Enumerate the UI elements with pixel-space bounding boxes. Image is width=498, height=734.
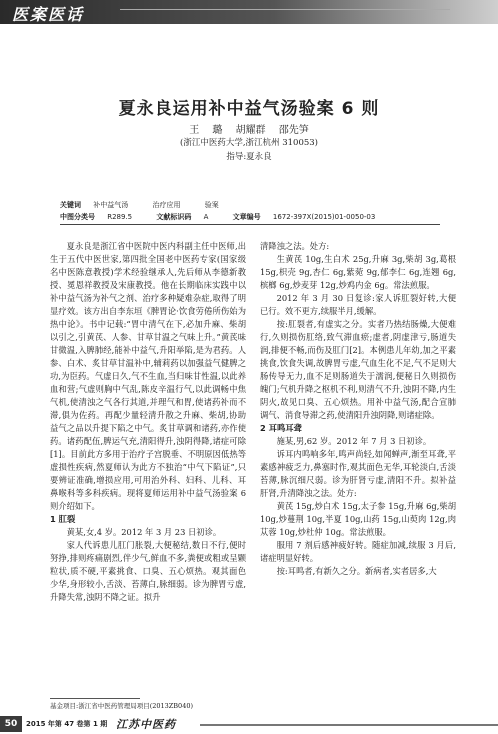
- footer-rule: [200, 724, 498, 726]
- journal-name: 江苏中医药: [116, 718, 176, 731]
- author-name: 邵先笋: [278, 125, 309, 136]
- body-paragraph: 生黄芪 10g,生白术 25g,升麻 3g,柴胡 3g,葛根 15g,枳壳 9g,杏仁 6g,紫菀 9g,郁李仁 6g,连翘 6g,槟榔 6g,炒麦芽 12g,炒鸡内金 6g。常法煎服。: [260, 254, 456, 290]
- clc-value: R289.5: [107, 213, 133, 221]
- keyword: 验案: [204, 201, 219, 209]
- body-paragraph: 家人代诉患儿肛门胀裂,大便秘结,数日不行,便时努挣,排则疼痛剧烈,伴少气,鲜血不多,粪便或粗或呈颗粒状,质不硬,平素挑食、口臭、五心烦热。观其面色少华,身形较小,舌淡、苔薄白,脉细弱。诊为脾胃亏虚,升降失常,浊阴不降之证。拟升: [50, 540, 246, 602]
- column-title: 医案医话: [12, 5, 85, 24]
- funding-footnote: 基金项目:浙江省中医药管理局项目(2013ZB040): [50, 702, 194, 710]
- keyword: 治疗应用: [152, 201, 181, 209]
- body-paragraph: 诉耳内鸣响多年,鸣声尚轻,如闻蝉声,渐至耳聋,平素感神疲乏力,鼻塞时作,观其面色无华,耳轮淡白,舌淡苔薄,脉沉细尺弱。诊为肝肾亏虚,清阳不升。拟补益肝肾,升清降浊之法。处方:: [260, 449, 456, 498]
- footnote-divider: [50, 698, 140, 699]
- header-stripe: [120, 9, 450, 10]
- keyword: 补中益气汤: [93, 201, 129, 209]
- body-paragraph: 按:耳鸣者,有新久之分。新病者,实者居多,大: [276, 566, 437, 576]
- author-name: 胡耀群: [235, 125, 266, 136]
- body-paragraph: 服用 7 剂后感神疲好转。随症加减,续服 3 月后,诸症明显好转。: [260, 540, 456, 563]
- body-paragraph: 清降浊之法。处方:: [260, 241, 330, 251]
- body-paragraph: 黄某,女,4 岁。2012 年 3 月 23 日初诊。: [66, 527, 222, 537]
- body-paragraph: 夏永良是浙江省中医院中医内科副主任中医师,出生于五代中医世家,第四批全国老中医药专家(国家级名中医陈意教授)学术经验继承人,先后师从李德新教授、冕恩祥教授及宋康教授。他在长期临床实践中以补中益气汤为补气之剂、治疗多种疑难杂症,取得了明显疗效。该方出自李东垣《脾胃论·饮食劳倦所伤始为热中论》。书中记载:“胃中清气在下,必加升麻、柴胡以引之,引黄芪、人参、甘草甘温之气味上升。”黄芪味甘微温,入脾肺经,能补中益气,升阳举陷,是为君药。人参、白术、炙甘草甘温补中,辅莉药以加强益气健脾之功,为臣药。气虚日久,气不生血,当归味甘性温,以此养血和营;气虚则胸中气乱,陈皮辛温行气,以此调畅中焦气机,使清浊之气各行其道,并理气和胃,使诸药补而不滞,俱为佐药。再配少量轻清升散之升麻、柴胡,协助益气之品以升提下陷之中气。炙甘草调和诸药,亦作使药。诸药配伍,脾运气充,清阳得升,浊阴得降,诸症可除[1]。目前此方多用于治疗子宫脱垂、不明原因低热等虚损性疾病,然夏师认为此方不独治“中气下陷证”,只要辨证准确,增损应用,可用治外科、妇科、儿科、耳鼻喉科等多科疾病。现将夏师运用补中益气汤验案 6 则介绍如下。: [50, 241, 246, 511]
- article-id-value: 1672-397X(2015)01-0050-03: [272, 213, 376, 221]
- page-number: 50: [0, 716, 22, 732]
- clc-label: 中图分类号: [60, 213, 95, 221]
- doc-code-label: 文献标识码: [156, 213, 192, 221]
- article-title: 夏永良运用补中益气汤验案 6 则: [118, 99, 380, 119]
- column-header-band: [0, 0, 498, 24]
- keywords-label: 关键词: [60, 201, 81, 209]
- article-id-label: 文章编号: [232, 213, 261, 221]
- affiliation: (浙江中医药大学,浙江杭州 310053): [180, 138, 318, 148]
- section-heading: 2 耳鸣耳聋: [260, 423, 302, 433]
- issue-info: 2015 年第 47 卷第 1 期: [26, 720, 108, 728]
- body-paragraph: 按:肛裂者,有虚实之分。实者乃热结肠燥,大便难行,久则损伤肛络,致气滞血瘀;虚者,阴虚津亏,肠道失润,排便不畅,而伤及肛门[2]。本例患儿年幼,加之平素挑食,饮食失调,故脾胃亏虚,气血生化不足,气不足则大肠传导无力,血不足则肠道失于濡润,便秘日久则损伤魄门;气机升降之枢机不利,则清气不升,浊阴不降,内生阴火,故见口臭、五心烦热。用补中益气汤,配合宣肺调气、消食导滞之药,使清阳升浊阴降,则诸症除。: [260, 319, 456, 420]
- classification-line: [60, 212, 397, 222]
- body-column-left: [50, 240, 246, 604]
- keywords-line: [60, 200, 241, 210]
- keywords-divider: [60, 224, 440, 225]
- author-name: 王 璐: [189, 125, 223, 136]
- body-paragraph: 黄芪 15g,炒白术 15g,太子参 15g,升麻 6g,柴胡 10g,炒蔓荆 10g,半夏 10g,山药 15g,山萸肉 12g,肉苁蓉 10g,炒杜仲 10g。常法煎服。: [260, 501, 456, 537]
- author-list: [0, 121, 498, 136]
- section-heading: 1 肛裂: [50, 514, 76, 524]
- doc-code-value: A: [203, 213, 209, 221]
- supervisor: 指导:夏永良: [226, 152, 272, 162]
- body-column-right: [260, 240, 456, 578]
- body-paragraph: 施某,男,62 岁。2012 年 7 月 3 日初诊。: [276, 436, 432, 446]
- body-paragraph: 2012 年 3 月 30 日复诊:家人诉肛裂好转,大便已行。效不更方,续服半月,缓解。: [260, 293, 456, 316]
